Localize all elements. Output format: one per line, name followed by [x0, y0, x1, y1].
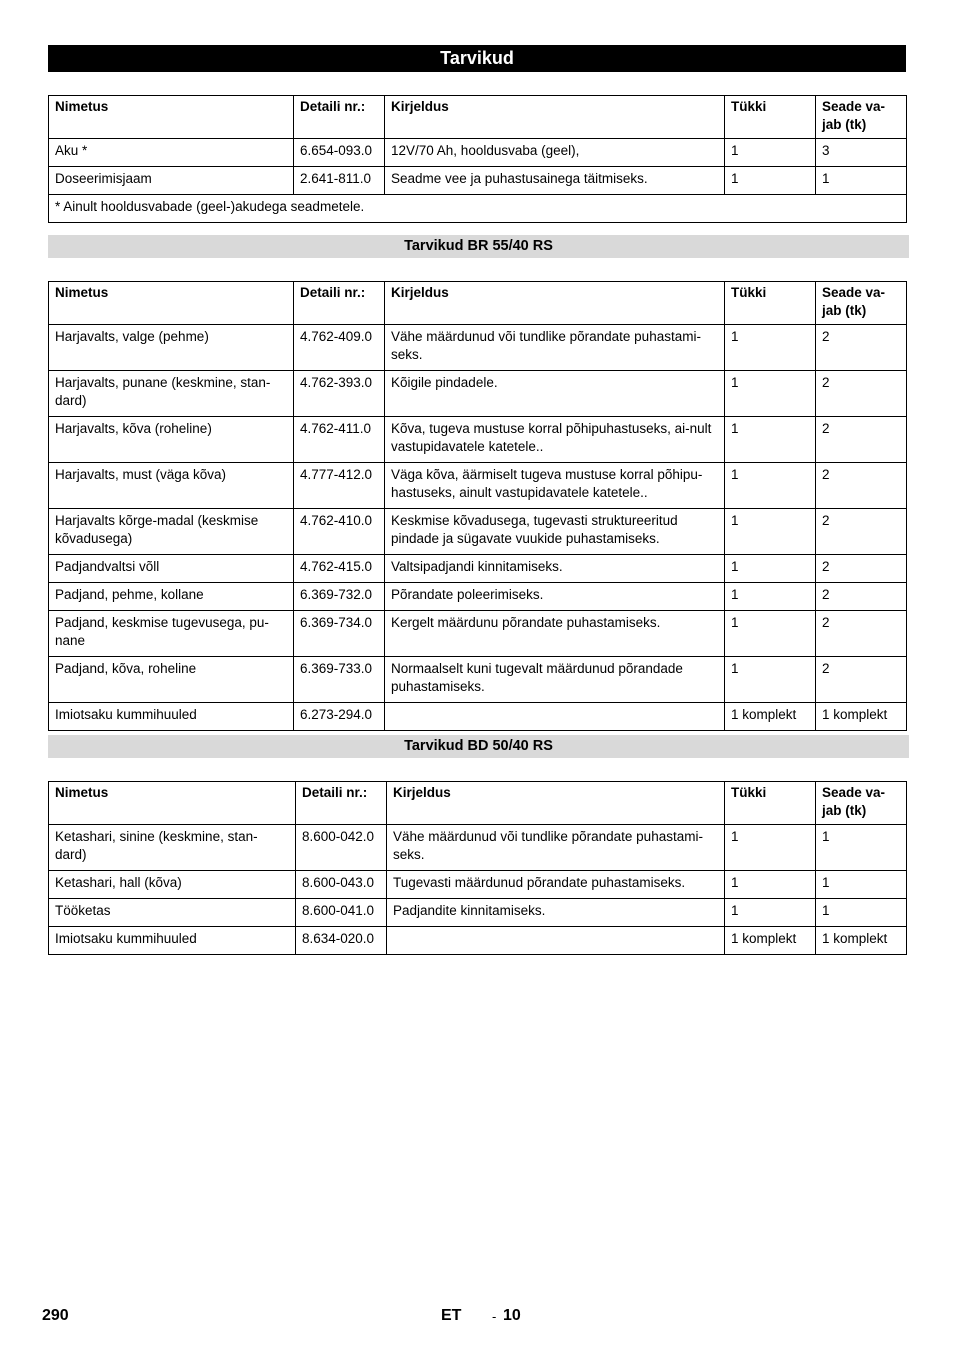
table-row	[49, 703, 907, 731]
accessories-table-br	[48, 281, 907, 731]
cell-device-need: 1	[816, 167, 907, 195]
cell-device-need: 2	[816, 325, 907, 371]
cell-description: Kõva, tugeva mustuse korral põhipuhastuseks, ai-nult vastupidavatele katetele..	[385, 417, 725, 463]
cell-device-need: 1	[816, 825, 907, 871]
cell-description	[387, 927, 725, 955]
cell-device-need: 2	[816, 371, 907, 417]
header-device-need: Seade va-jab (tk)	[816, 96, 907, 139]
section-title-br: Tarvikud BR 55/40 RS	[48, 235, 909, 258]
cell-description: Valtsipadjandi kinnitamiseks.	[385, 555, 725, 583]
table-row	[49, 611, 907, 657]
table-header-row	[49, 782, 907, 825]
header-device-need: Seade va-jab (tk)	[816, 282, 907, 325]
cell-description: Põrandate poleerimiseks.	[385, 583, 725, 611]
cell-part-no: 8.634-020.0	[296, 927, 387, 955]
cell-pieces: 1	[725, 139, 816, 167]
cell-name: Harjavalts, must (väga kõva)	[49, 463, 294, 509]
table-row	[49, 555, 907, 583]
table-row	[49, 167, 907, 195]
table-row	[49, 927, 907, 955]
cell-device-need: 2	[816, 583, 907, 611]
header-part-no: Detaili nr.:	[294, 282, 385, 325]
cell-pieces: 1 komplekt	[725, 703, 816, 731]
cell-name: Aku *	[49, 139, 294, 167]
cell-part-no: 6.273-294.0	[294, 703, 385, 731]
cell-name: Harjavalts kõrge-madal (keskmise kõvadusega)	[49, 509, 294, 555]
cell-pieces: 1	[725, 611, 816, 657]
header-description: Kirjeldus	[385, 282, 725, 325]
cell-device-need: 1	[816, 871, 907, 899]
cell-device-need: 2	[816, 555, 907, 583]
cell-device-need: 2	[816, 417, 907, 463]
cell-part-no: 6.369-732.0	[294, 583, 385, 611]
cell-description	[385, 703, 725, 731]
cell-pieces: 1	[725, 167, 816, 195]
header-name: Nimetus	[49, 782, 296, 825]
cell-name: Ketashari, sinine (keskmine, stan-dard)	[49, 825, 296, 871]
cell-name: Doseerimisjaam	[49, 167, 294, 195]
cell-pieces: 1	[725, 509, 816, 555]
cell-device-need: 2	[816, 463, 907, 509]
cell-description: Kõigile pindadele.	[385, 371, 725, 417]
cell-description: Normaalselt kuni tugevalt määrdunud põrandade puhastamiseks.	[385, 657, 725, 703]
header-description: Kirjeldus	[385, 96, 725, 139]
cell-pieces: 1	[725, 899, 816, 927]
cell-device-need: 2	[816, 657, 907, 703]
cell-description: Vähe määrdunud või tundlike põrandate puhastami-seks.	[385, 325, 725, 371]
table-row	[49, 825, 907, 871]
cell-part-no: 4.762-411.0	[294, 417, 385, 463]
cell-pieces: 1	[725, 463, 816, 509]
table-row	[49, 325, 907, 371]
cell-name: Ketashari, hall (kõva)	[49, 871, 296, 899]
table-header-row	[49, 96, 907, 139]
cell-name: Padjand, pehme, kollane	[49, 583, 294, 611]
header-device-need: Seade va-jab (tk)	[816, 782, 907, 825]
header-name: Nimetus	[49, 282, 294, 325]
cell-part-no: 8.600-042.0	[296, 825, 387, 871]
cell-name: Padjand, kõva, roheline	[49, 657, 294, 703]
cell-pieces: 1	[725, 825, 816, 871]
table-row	[49, 139, 907, 167]
cell-device-need: 2	[816, 509, 907, 555]
page-title: Tarvikud	[48, 45, 906, 72]
cell-description: Kergelt määrdunu põrandate puhastamiseks.	[385, 611, 725, 657]
cell-pieces: 1	[725, 371, 816, 417]
table-row	[49, 509, 907, 555]
cell-pieces: 1	[725, 871, 816, 899]
header-description: Kirjeldus	[387, 782, 725, 825]
cell-part-no: 4.762-415.0	[294, 555, 385, 583]
table-header-row	[49, 282, 907, 325]
cell-device-need: 2	[816, 611, 907, 657]
cell-name: Harjavalts, valge (pehme)	[49, 325, 294, 371]
language-code: ET	[441, 1307, 462, 1324]
header-pieces: Tükki	[725, 782, 816, 825]
cell-device-need: 1 komplekt	[816, 703, 907, 731]
cell-description: Väga kõva, äärmiselt tugeva mustuse korral põhipu-hastuseks, ainult vastupidavatele katetele..	[385, 463, 725, 509]
header-part-no: Detaili nr.:	[296, 782, 387, 825]
table-row	[49, 583, 907, 611]
footnote: * Ainult hooldusvabade (geel-)akudega seadmetele.	[49, 195, 907, 223]
footer-separator: -	[492, 1309, 497, 1324]
cell-description: 12V/70 Ah, hooldusvaba (geel),	[385, 139, 725, 167]
cell-description: Tugevasti määrdunud põrandate puhastamiseks.	[387, 871, 725, 899]
cell-pieces: 1	[725, 417, 816, 463]
cell-pieces: 1	[725, 583, 816, 611]
table-footnote-row	[49, 195, 907, 223]
header-name: Nimetus	[49, 96, 294, 139]
cell-name: Harjavalts, kõva (roheline)	[49, 417, 294, 463]
cell-part-no: 6.369-733.0	[294, 657, 385, 703]
cell-description: Seadme vee ja puhastusainega täitmiseks.	[385, 167, 725, 195]
cell-pieces: 1 komplekt	[725, 927, 816, 955]
cell-name: Tööketas	[49, 899, 296, 927]
section-title-bd: Tarvikud BD 50/40 RS	[48, 735, 909, 758]
cell-part-no: 8.600-041.0	[296, 899, 387, 927]
accessories-table	[48, 95, 907, 223]
cell-part-no: 4.762-409.0	[294, 325, 385, 371]
table-row	[49, 417, 907, 463]
cell-description: Padjandite kinnitamiseks.	[387, 899, 725, 927]
cell-pieces: 1	[725, 657, 816, 703]
table-row	[49, 657, 907, 703]
cell-part-no: 4.762-393.0	[294, 371, 385, 417]
cell-name: Padjand, keskmise tugevusega, pu-nane	[49, 611, 294, 657]
header-part-no: Detaili nr.:	[294, 96, 385, 139]
table-row	[49, 899, 907, 927]
cell-name: Imiotsaku kummihuuled	[49, 927, 296, 955]
cell-part-no: 2.641-811.0	[294, 167, 385, 195]
cell-name: Padjandvaltsi võll	[49, 555, 294, 583]
cell-description: Vähe määrdunud või tundlike põrandate puhastami-seks.	[387, 825, 725, 871]
cell-device-need: 1 komplekt	[816, 927, 907, 955]
cell-device-need: 1	[816, 899, 907, 927]
cell-part-no: 6.369-734.0	[294, 611, 385, 657]
cell-pieces: 1	[725, 555, 816, 583]
section-page-number: 10	[503, 1307, 521, 1324]
table-row	[49, 463, 907, 509]
header-pieces: Tükki	[725, 282, 816, 325]
cell-part-no: 4.762-410.0	[294, 509, 385, 555]
accessories-table-bd	[48, 781, 907, 955]
table-row	[49, 871, 907, 899]
cell-device-need: 3	[816, 139, 907, 167]
cell-part-no: 4.777-412.0	[294, 463, 385, 509]
cell-name: Harjavalts, punane (keskmine, stan-dard)	[49, 371, 294, 417]
cell-pieces: 1	[725, 325, 816, 371]
cell-name: Imiotsaku kummihuuled	[49, 703, 294, 731]
table-row	[49, 371, 907, 417]
header-pieces: Tükki	[725, 96, 816, 139]
cell-part-no: 6.654-093.0	[294, 139, 385, 167]
cell-part-no: 8.600-043.0	[296, 871, 387, 899]
page-number: 290	[42, 1307, 69, 1324]
cell-description: Keskmise kõvadusega, tugevasti struktureeritud pindade ja sügavate vuukide puhastamiseks.	[385, 509, 725, 555]
